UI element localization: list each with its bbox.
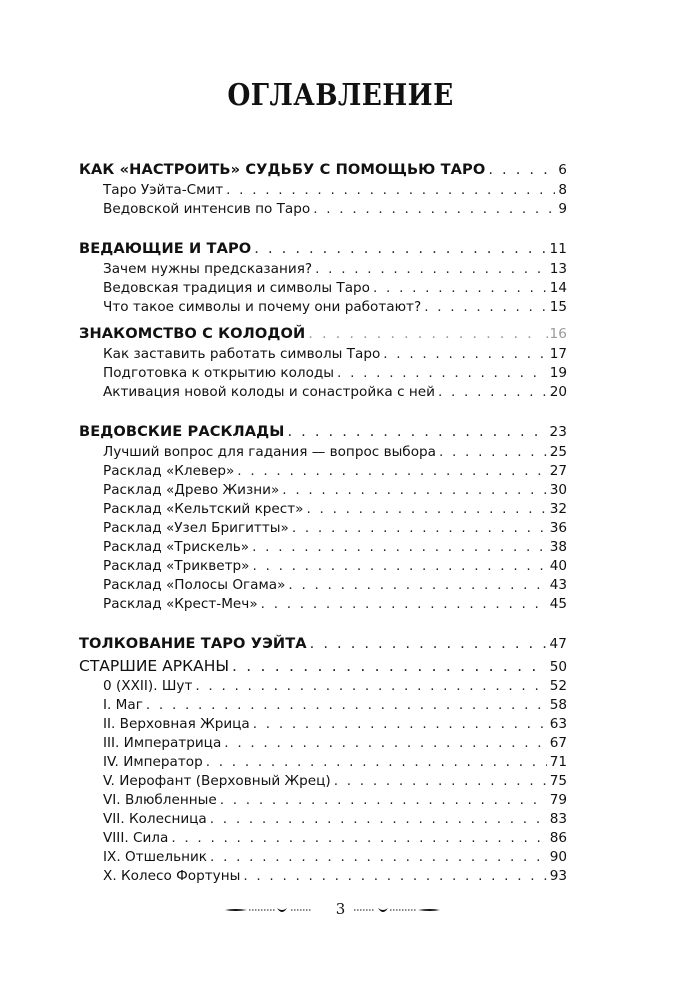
dot-leader (310, 633, 547, 655)
toc-page-number: 17 (549, 346, 567, 362)
dot-leader (220, 791, 547, 810)
toc-page-number: 58 (549, 697, 567, 713)
table-of-contents (79, 159, 567, 886)
toc-page-number: 9 (558, 201, 567, 217)
toc-item[interactable] (79, 810, 567, 829)
toc-item[interactable] (79, 595, 567, 614)
toc-item-label: Расклад «Клевер» (103, 463, 235, 479)
toc-page-number: 8 (558, 182, 567, 198)
toc-page-number: 27 (549, 463, 567, 479)
toc-page-number: 75 (549, 773, 567, 789)
toc-page-number: 43 (549, 577, 567, 593)
dot-leader (288, 421, 547, 443)
page-title: ОГЛАВЛЕНИЕ (227, 78, 454, 113)
toc-item[interactable] (79, 867, 567, 886)
dot-leader (261, 595, 547, 614)
toc-item[interactable] (79, 772, 567, 791)
toc-item[interactable] (79, 383, 567, 402)
toc-item-label: X. Колесо Фортуны (103, 868, 241, 884)
dot-leader (315, 260, 547, 279)
toc-page-number: .16 (545, 326, 567, 342)
toc-heading[interactable] (79, 159, 567, 181)
toc-item-label: Расклад «Крест-Меч» (103, 596, 258, 612)
toc-page-number: 30 (549, 482, 567, 498)
toc-item-label: VI. Влюбленные (103, 792, 217, 808)
toc-item-label: VIII. Сила (103, 830, 169, 846)
toc-page-number: 15 (549, 299, 567, 315)
toc-item[interactable] (79, 279, 567, 298)
toc-item[interactable] (79, 538, 567, 557)
toc-page-number: 79 (549, 792, 567, 808)
toc-heading-label: ВЕДОВСКИЕ РАСКЛАДЫ (79, 423, 285, 440)
toc-item[interactable] (79, 462, 567, 481)
toc-item-label: Лучший вопрос для гадания — вопрос выбора (103, 444, 436, 460)
toc-heading-label: ВЕДАЮЩИЕ И ТАРО (79, 240, 252, 257)
toc-item-label: III. Императрица (103, 735, 222, 751)
dot-leader (424, 298, 546, 317)
dot-leader (292, 519, 547, 538)
toc-item-label: Что такое символы и почему они работают? (103, 299, 422, 315)
toc-page-number: 47 (549, 636, 567, 652)
toc-item-label: 0 (XXII). Шут (103, 678, 193, 694)
toc-item[interactable] (79, 734, 567, 753)
toc-item[interactable] (79, 364, 567, 383)
toc-heading[interactable] (79, 421, 567, 443)
toc-page-number: 83 (549, 811, 567, 827)
toc-page-number: 11 (549, 241, 567, 257)
dot-leader (210, 810, 547, 829)
dot-leader (282, 481, 546, 500)
toc-heading-label: ТОЛКОВАНИЕ ТАРО УЭЙТА (79, 635, 307, 652)
toc-item-label: I. Маг (103, 697, 143, 713)
toc-item-label: Расклад «Трикветр» (103, 558, 250, 574)
dot-leader (171, 829, 546, 848)
toc-item-label: VII. Колесница (103, 811, 207, 827)
toc-item-label: Расклад «Кельтский крест» (103, 501, 304, 517)
toc-page-number: 67 (549, 735, 567, 751)
dot-leader (226, 181, 555, 200)
toc-page-number: 36 (549, 520, 567, 536)
toc-item[interactable] (79, 345, 567, 364)
dot-leader (439, 443, 547, 462)
toc-page-number: 40 (549, 558, 567, 574)
dot-leader (252, 538, 547, 557)
toc-item[interactable] (79, 791, 567, 810)
toc-item-label: IX. Отшельник (103, 849, 208, 865)
toc-page-number: 90 (549, 849, 567, 865)
toc-heading[interactable] (79, 238, 567, 260)
toc-page-number: 14 (549, 280, 567, 296)
dot-leader (373, 279, 547, 298)
toc-heading[interactable] (79, 323, 567, 345)
toc-item-label: Зачем нужны предсказания? (103, 261, 313, 277)
toc-page-number: 25 (549, 444, 567, 460)
toc-page-number: 20 (549, 384, 567, 400)
toc-page-number: 19 (549, 365, 567, 381)
toc-item[interactable] (79, 848, 567, 867)
dot-leader (232, 655, 547, 677)
toc-page-number: 6 (558, 162, 567, 178)
toc-page-number: 13 (549, 261, 567, 277)
page-number: 3 (335, 900, 346, 918)
dot-leader (383, 345, 546, 364)
toc-item[interactable] (79, 519, 567, 538)
dot-leader (224, 734, 546, 753)
toc-item[interactable] (79, 298, 567, 317)
dot-leader (313, 200, 555, 219)
dot-leader (146, 696, 547, 715)
toc-item[interactable] (79, 200, 567, 219)
toc-item[interactable] (79, 829, 567, 848)
toc-subheading[interactable] (79, 655, 567, 677)
toc-item-label: Как заставить работать символы Таро (103, 346, 381, 362)
dot-leader (206, 753, 547, 772)
toc-item[interactable] (79, 715, 567, 734)
toc-item[interactable] (79, 753, 567, 772)
dot-leader (237, 462, 546, 481)
toc-item-label: IV. Император (103, 754, 203, 770)
toc-item[interactable] (79, 677, 567, 696)
dot-leader (334, 772, 547, 791)
toc-item[interactable] (79, 260, 567, 279)
toc-item[interactable] (79, 576, 567, 595)
toc-page-number: 45 (549, 596, 567, 612)
dot-leader (307, 500, 547, 519)
dot-leader (488, 159, 555, 181)
toc-heading[interactable] (79, 633, 567, 655)
toc-heading-label: КАК «НАСТРОИТЬ» СУДЬБУ С ПОМОЩЬЮ ТАРО (79, 161, 486, 178)
toc-page-number: 32 (549, 501, 567, 517)
toc-item-label: Подготовка к открытию колоды (103, 365, 335, 381)
toc-item[interactable] (79, 696, 567, 715)
toc-item-label: V. Иерофант (Верховный Жрец) (103, 773, 331, 789)
toc-item[interactable] (79, 481, 567, 500)
dot-leader (254, 238, 546, 260)
dot-leader (243, 867, 546, 886)
toc-item-label: Таро Уэйта-Смит (103, 182, 224, 198)
dot-leader (288, 576, 546, 595)
toc-item[interactable] (79, 443, 567, 462)
toc-item[interactable] (79, 181, 567, 200)
dot-leader (210, 848, 547, 867)
toc-item-label: Расклад «Древо Жизни» (103, 482, 280, 498)
toc-item-label: Расклад «Узел Бригитты» (103, 520, 289, 536)
toc-subheading-label: СТАРШИЕ АРКАНЫ (79, 657, 230, 675)
toc-page-number: 71 (549, 754, 567, 770)
toc-item-label: Расклад «Полосы Огама» (103, 577, 286, 593)
dot-leader (308, 323, 542, 345)
dot-leader (253, 715, 547, 734)
dot-leader (337, 364, 547, 383)
toc-page-number: 38 (549, 539, 567, 555)
toc-page-number: 93 (549, 868, 567, 884)
toc-item-label: Ведовской интенсив по Таро (103, 201, 311, 217)
dot-leader (438, 383, 547, 402)
toc-page-number: 63 (549, 716, 567, 732)
toc-page-number: 23 (549, 424, 567, 440)
toc-page-number: 52 (549, 678, 567, 694)
toc-item-label: II. Верховная Жрица (103, 716, 250, 732)
toc-item-label: Ведовская традиция и символы Таро (103, 280, 370, 296)
toc-item-label: Активация новой колоды и сонастройка с ней (103, 384, 435, 400)
toc-item[interactable] (79, 557, 567, 576)
toc-page-number: 86 (549, 830, 567, 846)
toc-heading-label: ЗНАКОМСТВО С КОЛОДОЙ (79, 325, 306, 342)
toc-item[interactable] (79, 500, 567, 519)
toc-page-number: 50 (549, 659, 567, 675)
dot-leader (253, 557, 547, 576)
dot-leader (195, 677, 546, 696)
toc-item-label: Расклад «Трискель» (103, 539, 250, 555)
